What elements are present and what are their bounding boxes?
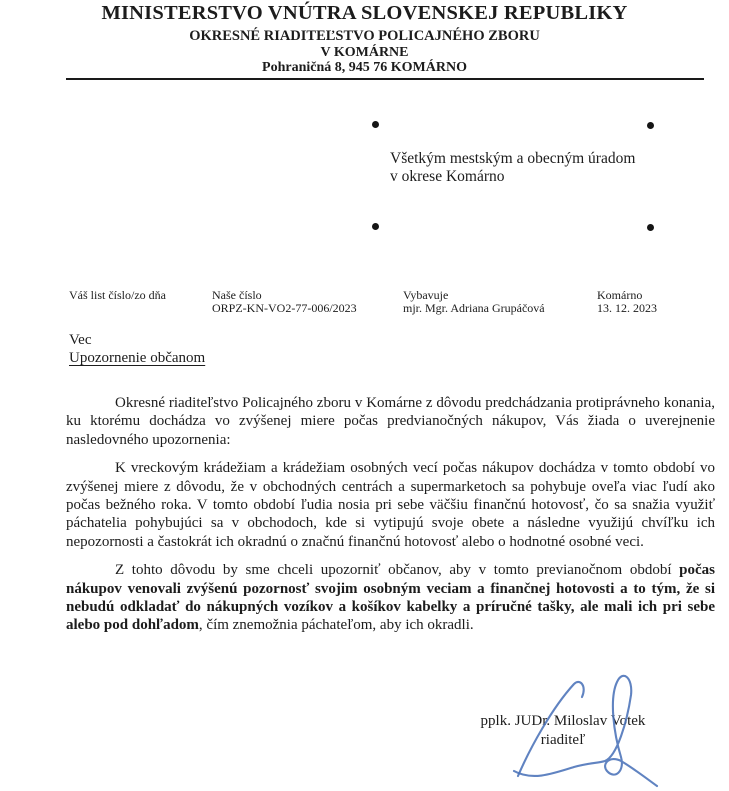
- ref-date: 13. 12. 2023: [597, 301, 657, 316]
- letterhead-ministry: MINISTERSTVO VNÚTRA SLOVENSKEJ REPUBLIKY: [101, 2, 628, 24]
- body-paragraph-2: K vreckovým krádežiam a krádežiam osobných vecí počas nákupov dochádza v tomto období vo zvýšenej miere z dôvodu, že v obchodných centrách a supermarketoch sa pohybuje oveľa viac ľudí ako počas bežného roka. V tomto období ľudia nosia pri sebe väčšiu finančnú hotovosť, čo sa snažia využiť páchatelia pohybujúci sa v obchodoch, kde si vytipujú svoje obete a následne využijú chvíľku ich nepozornosti a častokrát ich okradnú o značnú finančnú hotovosť alebo o hodnotné osobné veci.: [66, 460, 715, 550]
- fold-mark-dot-bottom-left: [372, 223, 379, 230]
- signature-block: [428, 712, 698, 749]
- letterhead-rule: [66, 78, 704, 80]
- p3-bold-warning: počas nákupov venovali zvýšenú pozornosť svojim osobným veciam a finančnej hotovosti a to tým, že si nebudú odkladať do nákupných vozíkov a košíkov kabelky a príručné tašky, ale mali ich pri sebe alebo pod dohľadom: [66, 562, 715, 634]
- letterhead-address: Pohraničná 8, 945 76 KOMÁRNO: [262, 60, 467, 75]
- ref-handled-by-label: Vybavuje: [403, 288, 449, 302]
- addressee-line1: Všetkým mestským a obecným úradom: [390, 150, 636, 167]
- fold-mark-dot-bottom-right: [647, 224, 654, 231]
- ref-place: Komárno: [597, 288, 643, 302]
- fold-mark-dot-top-right: [647, 122, 654, 129]
- body-paragraph-1: Okresné riaditeľstvo Policajného zboru v Komárne z dôvodu predchádzania protiprávneho konania, ku ktorému dochádza vo zvýšenej miere počas predvianočných nákupov, Vás žiada o uverejnenie nasledovného upozornenia:: [66, 395, 715, 448]
- ref-your-number: [69, 289, 166, 302]
- addressee-block: [390, 150, 635, 186]
- subject-label: Vec: [69, 332, 92, 348]
- ref-our-number-label: Naše číslo: [212, 288, 262, 302]
- ref-place-date: [597, 289, 657, 316]
- p3-regular-start: Z tohto dôvodu by sme chceli upozorniť občanov, aby v tomto previanočnom období: [115, 562, 680, 579]
- signatory-title: riaditeľ: [540, 731, 586, 748]
- letterhead-city: V KOMÁRNE: [320, 45, 409, 60]
- subject-block: [69, 331, 205, 367]
- p3-regular-end: , čím znemožnia páchateľom, aby ich okradli.: [198, 617, 474, 634]
- signatory-name: pplk. JUDr. Miloslav Votek: [480, 713, 646, 729]
- ref-our-number-value: ORPZ-KN-VO2-77-006/2023: [212, 301, 357, 316]
- subject-title: Upozornenie občanom: [69, 350, 206, 366]
- body-paragraph-3: [66, 561, 715, 635]
- ref-handled-by-value: mjr. Mgr. Adriana Grupáčová: [403, 301, 545, 316]
- letterhead-directorate: OKRESNÉ RIADITEĽSTVO POLICAJNÉHO ZBORU: [189, 28, 540, 44]
- ref-our-number: [212, 289, 357, 316]
- fold-mark-dot-top-left: [372, 121, 379, 128]
- letter-body: [66, 394, 715, 645]
- addressee-line2: v okrese Komárno: [390, 167, 505, 185]
- ref-handled-by: [403, 289, 545, 316]
- ref-your-number-label: Váš list číslo/zo dňa: [69, 288, 166, 302]
